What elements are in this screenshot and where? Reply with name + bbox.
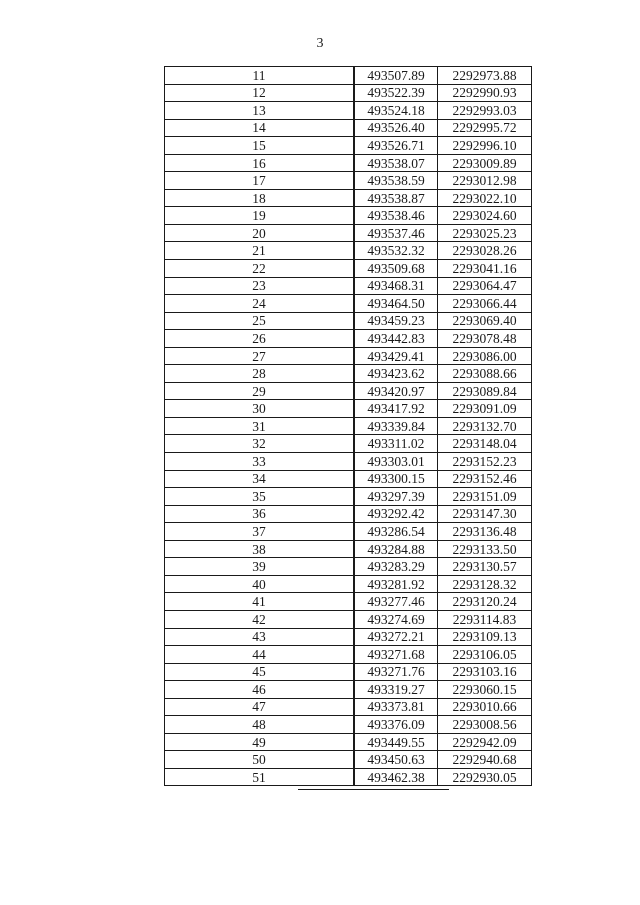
y-coordinate-cell: 2293086.00 <box>438 347 532 365</box>
x-coordinate-cell: 493462.38 <box>354 768 438 786</box>
x-coordinate-cell: 493429.41 <box>354 347 438 365</box>
table-row <box>165 768 532 786</box>
table-row <box>165 347 532 365</box>
point-number-cell: 43 <box>165 628 355 646</box>
y-coordinate-cell: 2293133.50 <box>438 540 532 558</box>
x-coordinate-cell: 493468.31 <box>354 277 438 295</box>
table-row <box>165 417 532 435</box>
point-number-cell: 23 <box>165 277 355 295</box>
table-row <box>165 505 532 523</box>
point-number-cell: 31 <box>165 417 355 435</box>
y-coordinate-cell: 2292942.09 <box>438 733 532 751</box>
x-coordinate-cell: 493373.81 <box>354 698 438 716</box>
table-row <box>165 172 532 190</box>
y-coordinate-cell: 2292930.05 <box>438 768 532 786</box>
table-row <box>165 453 532 471</box>
y-coordinate-cell: 2293009.89 <box>438 154 532 172</box>
y-coordinate-cell: 2293128.32 <box>438 575 532 593</box>
table-row <box>165 646 532 664</box>
table-row <box>165 575 532 593</box>
x-coordinate-cell: 493286.54 <box>354 523 438 541</box>
x-coordinate-cell: 493537.46 <box>354 224 438 242</box>
table-row <box>165 84 532 102</box>
table-row <box>165 102 532 120</box>
x-coordinate-cell: 493376.09 <box>354 716 438 734</box>
table-row <box>165 312 532 330</box>
table-row <box>165 295 532 313</box>
table-row <box>165 716 532 734</box>
x-coordinate-cell: 493272.21 <box>354 628 438 646</box>
point-number-cell: 40 <box>165 575 355 593</box>
x-coordinate-cell: 493524.18 <box>354 102 438 120</box>
table-row <box>165 365 532 383</box>
signature-line <box>298 789 449 790</box>
x-coordinate-cell: 493319.27 <box>354 681 438 699</box>
y-coordinate-cell: 2293022.10 <box>438 189 532 207</box>
x-coordinate-cell: 493449.55 <box>354 733 438 751</box>
point-number-cell: 42 <box>165 610 355 628</box>
x-coordinate-cell: 493271.76 <box>354 663 438 681</box>
point-number-cell: 44 <box>165 646 355 664</box>
point-number-cell: 12 <box>165 84 355 102</box>
y-coordinate-cell: 2292993.03 <box>438 102 532 120</box>
y-coordinate-cell: 2293148.04 <box>438 435 532 453</box>
coordinates-table-body <box>165 67 532 786</box>
x-coordinate-cell: 493297.39 <box>354 488 438 506</box>
x-coordinate-cell: 493507.89 <box>354 67 438 85</box>
x-coordinate-cell: 493538.87 <box>354 189 438 207</box>
x-coordinate-cell: 493303.01 <box>354 453 438 471</box>
x-coordinate-cell: 493538.46 <box>354 207 438 225</box>
y-coordinate-cell: 2293114.83 <box>438 610 532 628</box>
point-number-cell: 30 <box>165 400 355 418</box>
table-row <box>165 610 532 628</box>
y-coordinate-cell: 2293147.30 <box>438 505 532 523</box>
y-coordinate-cell: 2293109.13 <box>438 628 532 646</box>
y-coordinate-cell: 2293025.23 <box>438 224 532 242</box>
point-number-cell: 37 <box>165 523 355 541</box>
x-coordinate-cell: 493509.68 <box>354 260 438 278</box>
y-coordinate-cell: 2292990.93 <box>438 84 532 102</box>
y-coordinate-cell: 2292996.10 <box>438 137 532 155</box>
y-coordinate-cell: 2292973.88 <box>438 67 532 85</box>
table-row <box>165 470 532 488</box>
x-coordinate-cell: 493283.29 <box>354 558 438 576</box>
table-row <box>165 382 532 400</box>
x-coordinate-cell: 493450.63 <box>354 751 438 769</box>
point-number-cell: 29 <box>165 382 355 400</box>
point-number-cell: 49 <box>165 733 355 751</box>
table-row <box>165 751 532 769</box>
y-coordinate-cell: 2293008.56 <box>438 716 532 734</box>
y-coordinate-cell: 2293103.16 <box>438 663 532 681</box>
x-coordinate-cell: 493464.50 <box>354 295 438 313</box>
y-coordinate-cell: 2293152.46 <box>438 470 532 488</box>
y-coordinate-cell: 2293012.98 <box>438 172 532 190</box>
x-coordinate-cell: 493538.59 <box>354 172 438 190</box>
table-row <box>165 224 532 242</box>
point-number-cell: 11 <box>165 67 355 85</box>
table-row <box>165 523 532 541</box>
x-coordinate-cell: 493300.15 <box>354 470 438 488</box>
point-number-cell: 39 <box>165 558 355 576</box>
x-coordinate-cell: 493420.97 <box>354 382 438 400</box>
point-number-cell: 46 <box>165 681 355 699</box>
y-coordinate-cell: 2292940.68 <box>438 751 532 769</box>
table-row <box>165 435 532 453</box>
point-number-cell: 34 <box>165 470 355 488</box>
y-coordinate-cell: 2293132.70 <box>438 417 532 435</box>
point-number-cell: 13 <box>165 102 355 120</box>
point-number-cell: 20 <box>165 224 355 242</box>
point-number-cell: 16 <box>165 154 355 172</box>
table-row <box>165 488 532 506</box>
point-number-cell: 32 <box>165 435 355 453</box>
point-number-cell: 22 <box>165 260 355 278</box>
y-coordinate-cell: 2293078.48 <box>438 330 532 348</box>
x-coordinate-cell: 493274.69 <box>354 610 438 628</box>
point-number-cell: 33 <box>165 453 355 471</box>
coordinates-table <box>164 66 532 786</box>
x-coordinate-cell: 493442.83 <box>354 330 438 348</box>
y-coordinate-cell: 2293136.48 <box>438 523 532 541</box>
y-coordinate-cell: 2293089.84 <box>438 382 532 400</box>
y-coordinate-cell: 2293069.40 <box>438 312 532 330</box>
table-row <box>165 207 532 225</box>
y-coordinate-cell: 2293130.57 <box>438 558 532 576</box>
point-number-cell: 19 <box>165 207 355 225</box>
point-number-cell: 50 <box>165 751 355 769</box>
x-coordinate-cell: 493532.32 <box>354 242 438 260</box>
point-number-cell: 25 <box>165 312 355 330</box>
point-number-cell: 14 <box>165 119 355 137</box>
table-row <box>165 558 532 576</box>
table-row <box>165 593 532 611</box>
y-coordinate-cell: 2293024.60 <box>438 207 532 225</box>
x-coordinate-cell: 493339.84 <box>354 417 438 435</box>
table-row <box>165 681 532 699</box>
table-row <box>165 119 532 137</box>
point-number-cell: 41 <box>165 593 355 611</box>
x-coordinate-cell: 493459.23 <box>354 312 438 330</box>
x-coordinate-cell: 493423.62 <box>354 365 438 383</box>
table-row <box>165 540 532 558</box>
y-coordinate-cell: 2293106.05 <box>438 646 532 664</box>
table-row <box>165 733 532 751</box>
x-coordinate-cell: 493526.40 <box>354 119 438 137</box>
y-coordinate-cell: 2292995.72 <box>438 119 532 137</box>
point-number-cell: 27 <box>165 347 355 365</box>
x-coordinate-cell: 493526.71 <box>354 137 438 155</box>
y-coordinate-cell: 2293028.26 <box>438 242 532 260</box>
point-number-cell: 48 <box>165 716 355 734</box>
table-row <box>165 628 532 646</box>
y-coordinate-cell: 2293041.16 <box>438 260 532 278</box>
x-coordinate-cell: 493277.46 <box>354 593 438 611</box>
point-number-cell: 35 <box>165 488 355 506</box>
point-number-cell: 17 <box>165 172 355 190</box>
point-number-cell: 36 <box>165 505 355 523</box>
y-coordinate-cell: 2293152.23 <box>438 453 532 471</box>
x-coordinate-cell: 493271.68 <box>354 646 438 664</box>
y-coordinate-cell: 2293060.15 <box>438 681 532 699</box>
point-number-cell: 18 <box>165 189 355 207</box>
point-number-cell: 51 <box>165 768 355 786</box>
point-number-cell: 45 <box>165 663 355 681</box>
table-row <box>165 663 532 681</box>
y-coordinate-cell: 2293091.09 <box>438 400 532 418</box>
table-row <box>165 698 532 716</box>
point-number-cell: 38 <box>165 540 355 558</box>
table-row <box>165 189 532 207</box>
x-coordinate-cell: 493292.42 <box>354 505 438 523</box>
y-coordinate-cell: 2293064.47 <box>438 277 532 295</box>
point-number-cell: 28 <box>165 365 355 383</box>
point-number-cell: 26 <box>165 330 355 348</box>
x-coordinate-cell: 493417.92 <box>354 400 438 418</box>
x-coordinate-cell: 493538.07 <box>354 154 438 172</box>
point-number-cell: 47 <box>165 698 355 716</box>
x-coordinate-cell: 493284.88 <box>354 540 438 558</box>
table-row <box>165 277 532 295</box>
y-coordinate-cell: 2293120.24 <box>438 593 532 611</box>
x-coordinate-cell: 493522.39 <box>354 84 438 102</box>
table-row <box>165 67 532 85</box>
y-coordinate-cell: 2293066.44 <box>438 295 532 313</box>
y-coordinate-cell: 2293010.66 <box>438 698 532 716</box>
table-row <box>165 400 532 418</box>
x-coordinate-cell: 493281.92 <box>354 575 438 593</box>
table-row <box>165 137 532 155</box>
y-coordinate-cell: 2293088.66 <box>438 365 532 383</box>
table-row <box>165 260 532 278</box>
point-number-cell: 21 <box>165 242 355 260</box>
point-number-cell: 24 <box>165 295 355 313</box>
y-coordinate-cell: 2293151.09 <box>438 488 532 506</box>
x-coordinate-cell: 493311.02 <box>354 435 438 453</box>
table-row <box>165 154 532 172</box>
table-row <box>165 242 532 260</box>
table-row <box>165 330 532 348</box>
point-number-cell: 15 <box>165 137 355 155</box>
page-number: 3 <box>316 36 324 51</box>
